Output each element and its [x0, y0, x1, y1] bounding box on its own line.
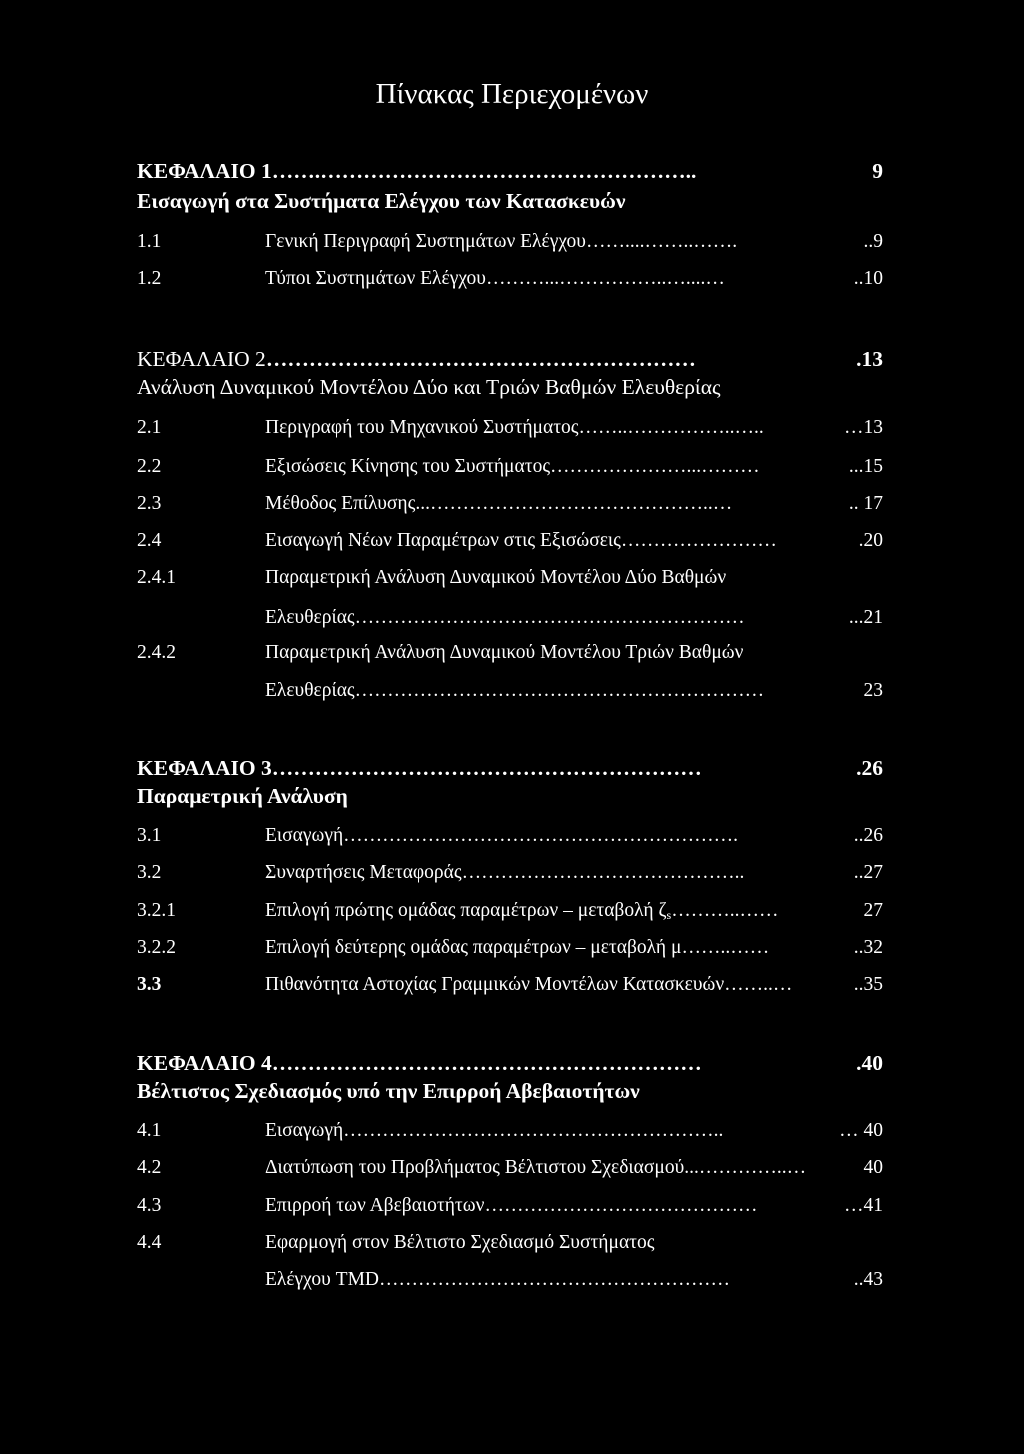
toc-entry — [137, 641, 883, 665]
entry-number: 3.1 — [137, 825, 162, 846]
toc-title: Πίνακας Περιεχομένων — [375, 78, 649, 110]
entry-text: Γενική Περιγραφή Συστημάτων Ελέγχου — [265, 231, 586, 252]
toc-entry — [137, 492, 883, 516]
entry-text: Επιλογή δεύτερης ομάδας παραμέτρων – μεταβολή μ — [265, 937, 682, 958]
toc-entry-continuation — [137, 606, 883, 630]
page-number: ..43 — [853, 1269, 883, 1290]
leader: …….…………………………………………….. — [271, 159, 697, 183]
toc-entry — [137, 861, 883, 885]
toc-entry — [137, 1156, 883, 1180]
leader: ……..……………..….. — [578, 417, 764, 438]
page-number: …13 — [844, 417, 883, 438]
entry-text: Εφαρμογή στον Βέλτιστο Σχεδιασμό Συστήματος — [265, 1232, 655, 1253]
page-number: … 40 — [839, 1120, 883, 1141]
entry-number: 4.4 — [137, 1232, 162, 1253]
entry-text: Εισαγωγή — [265, 1120, 344, 1141]
entry-number: 2.3 — [137, 493, 162, 514]
leader: ………..…… — [671, 900, 779, 921]
leader: …………………………………………………… — [265, 347, 696, 371]
chapter-label: ΚΕΦΑΛΑΙΟ 1 — [137, 159, 272, 183]
entry-number: 3.2.1 — [137, 900, 176, 921]
toc-entry-continuation — [137, 1268, 883, 1292]
leader: …………………...……… — [550, 456, 760, 477]
page-number: ..10 — [853, 268, 883, 289]
chapter-subtitle: Παραμετρική Ανάλυση — [137, 784, 348, 808]
entry-text: Παραμετρική Ανάλυση Δυναμικού Μοντέλου Δύο Βαθμών — [265, 567, 727, 588]
chapter-subtitle: Βέλτιστος Σχεδιασμός υπό την Επιρροή Αβεβαιοτήτων — [137, 1079, 640, 1103]
toc-entry — [137, 455, 883, 479]
entry-text: Ελευθερίας — [265, 680, 355, 701]
chapter-subtitle: Ανάλυση Δυναμικού Μοντέλου Δύο και Τριών Βαθμών Ελευθερίας — [137, 375, 721, 399]
chapter-subtitle: Εισαγωγή στα Συστήματα Ελέγχου των Κατασκευών — [137, 189, 626, 213]
leader: ……....……..……. — [585, 231, 738, 252]
page-number: 40 — [863, 1157, 883, 1178]
page-number: .. 17 — [848, 493, 883, 514]
toc-entry — [137, 973, 883, 997]
leader: …………………………………………………… — [271, 1051, 702, 1075]
entry-number: 2.4.1 — [137, 567, 176, 588]
entry-number: 4.1 — [137, 1120, 162, 1141]
chapter-label: ΚΕΦΑΛΑΙΟ 2 — [137, 347, 266, 371]
entry-text: Εξισώσεις Κίνησης του Συστήματος — [265, 456, 551, 477]
entry-number: 2.4.2 — [137, 642, 176, 663]
toc-entry-continuation — [137, 679, 883, 703]
chapter-heading — [137, 158, 883, 184]
entry-number: 2.2 — [137, 456, 162, 477]
entry-text: Τύποι Συστημάτων Ελέγχου — [265, 268, 486, 289]
entry-text: Ελευθερίας — [265, 607, 355, 628]
entry-number: 3.3 — [137, 974, 162, 995]
page-number: ..32 — [853, 937, 883, 958]
page-number: .20 — [858, 530, 883, 551]
entry-text: Περιγραφή του Μηχανικού Συστήματος — [265, 417, 579, 438]
page-number: ..27 — [853, 862, 883, 883]
entry-text: Επιλογή πρώτης ομάδας παραμέτρων – μεταβολή ζ — [265, 900, 667, 921]
entry-text: Ελέγχου TMD — [265, 1269, 380, 1290]
entry-text: Μέθοδος Επίλυσης — [265, 493, 416, 514]
page-number: ...15 — [848, 456, 883, 477]
leader: ………...……………..…....… — [485, 268, 725, 289]
chapter-label: ΚΕΦΑΛΑΙΟ 4 — [137, 1051, 272, 1075]
chapter-heading — [137, 346, 883, 372]
page-number: ..26 — [853, 825, 883, 846]
leader: ...……………………………………..… — [415, 493, 733, 514]
entry-number: 3.2.2 — [137, 937, 176, 958]
leader: ……………………………………………………… — [354, 680, 765, 701]
page-number: .40 — [856, 1051, 883, 1075]
entry-text: Συναρτήσεις Μεταφοράς — [265, 862, 462, 883]
toc-entry — [137, 230, 883, 254]
leader: ……..… — [724, 974, 793, 995]
entry-number: 1.1 — [137, 231, 162, 252]
leader: ……..…… — [681, 937, 770, 958]
toc-entry — [137, 1194, 883, 1218]
page-number: ..9 — [863, 231, 883, 252]
entry-number: 1.2 — [137, 268, 162, 289]
entry-text: Διατύπωση του Προβλήματος Βέλτιστου Σχεδιασμού — [265, 1157, 685, 1178]
toc-entry — [137, 936, 883, 960]
page-number: 9 — [872, 159, 883, 183]
page-number: …41 — [844, 1195, 883, 1216]
toc-entry — [137, 416, 883, 440]
entry-text: Παραμετρική Ανάλυση Δυναμικού Μοντέλου Τριών Βαθμών — [265, 642, 744, 663]
subscript: s — [666, 908, 672, 922]
leader: …………………… — [620, 530, 777, 551]
chapter-heading — [137, 755, 883, 781]
toc-entry — [137, 899, 883, 927]
toc-entry — [137, 267, 883, 291]
page-number: .13 — [856, 347, 883, 371]
chapter-heading — [137, 1050, 883, 1076]
entry-number: 4.2 — [137, 1157, 162, 1178]
leader: …………………………………………………… — [271, 756, 702, 780]
leader: …………………………………….. — [461, 862, 745, 883]
entry-text: Επιρροή των Αβεβαιοτήτων — [265, 1195, 485, 1216]
leader: …………………………………………………… — [354, 607, 745, 628]
page-number: 23 — [863, 680, 883, 701]
page-number: .26 — [856, 756, 883, 780]
entry-text: Πιθανότητα Αστοχίας Γραμμικών Μοντέλων Κατασκευών — [265, 974, 725, 995]
leader: …………………………………… — [484, 1195, 758, 1216]
leader: ……………………………………………… — [379, 1269, 731, 1290]
leader: ...…………..… — [684, 1157, 807, 1178]
page-number: ..35 — [853, 974, 883, 995]
toc-entry — [137, 566, 883, 590]
page-number: ...21 — [848, 607, 883, 628]
entry-text: Εισαγωγή — [265, 825, 344, 846]
entry-number: 3.2 — [137, 862, 162, 883]
toc-entry — [137, 1119, 883, 1143]
entry-number: 2.4 — [137, 530, 162, 551]
page-number: 27 — [863, 900, 883, 921]
toc-entry — [137, 1231, 883, 1255]
leader: ……………………………………………………. — [343, 825, 739, 846]
leader: ………………………………………………….. — [343, 1120, 724, 1141]
entry-text: Εισαγωγή Νέων Παραμέτρων στις Εξισώσεις — [265, 530, 621, 551]
entry-number: 2.1 — [137, 417, 162, 438]
entry-number: 4.3 — [137, 1195, 162, 1216]
chapter-label: ΚΕΦΑΛΑΙΟ 3 — [137, 756, 272, 780]
toc-entry — [137, 529, 883, 553]
toc-entry — [137, 824, 883, 848]
